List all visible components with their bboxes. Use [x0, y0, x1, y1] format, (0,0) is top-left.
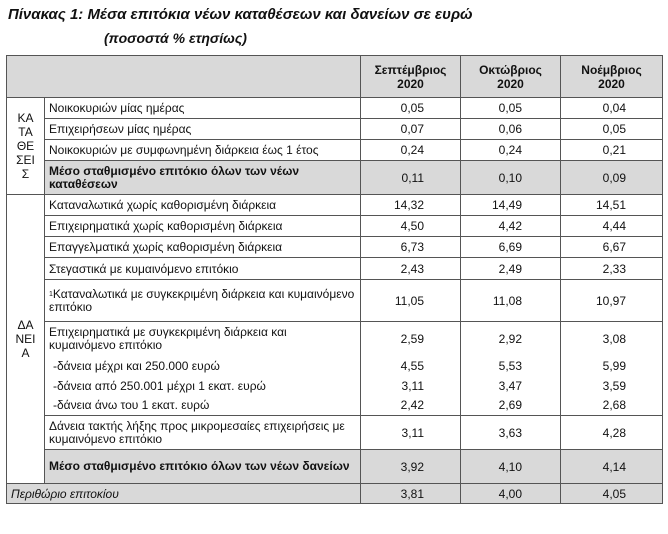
value-cell: 4,14	[561, 450, 663, 484]
loans-group-label: ΔΑ ΝΕΙ Α	[7, 195, 45, 484]
value-cell: 0,10	[461, 161, 561, 195]
value-cell: 4,28	[561, 416, 663, 450]
deposits-group-label: ΚΑ ΤΑ ΘΕ ΣΕΙ Σ	[7, 98, 45, 195]
row-label: Νοικοκυριών με συμφωνημένη διάρκεια έως 1 έτος	[45, 140, 361, 161]
value-cell: 0,11	[361, 161, 461, 195]
value-cell: 4,55	[361, 356, 461, 376]
value-cell: 2,42	[361, 396, 461, 416]
value-cell: 5,99	[561, 356, 663, 376]
value-cell: 2,33	[561, 258, 663, 280]
col-header-september: Σεπτέμβριος 2020	[361, 56, 461, 98]
value-cell: 14,49	[461, 195, 561, 216]
value-cell: 3,81	[361, 484, 461, 504]
value-cell: 6,73	[361, 237, 461, 258]
value-cell: 2,68	[561, 396, 663, 416]
value-cell: 11,08	[461, 280, 561, 322]
row-label-text: Καταναλωτικά με συγκεκριμένη διάρκεια και κυμαινόμενο επιτόκιο	[49, 286, 355, 314]
value-cell: 0,05	[361, 98, 461, 119]
table-row	[7, 280, 663, 322]
value-cell: 5,53	[461, 356, 561, 376]
row-label: Επιχειρήσεων μίας ημέρας	[45, 119, 361, 140]
value-cell: 0,06	[461, 119, 561, 140]
table-title: Πίνακας 1: Μέσα επιτόκια νέων καταθέσεων και δανείων σε ευρώ	[8, 6, 473, 23]
value-cell: 4,44	[561, 216, 663, 237]
value-cell: 3,08	[561, 322, 663, 356]
col-header-november: Νοέμβριος 2020	[561, 56, 663, 98]
row-label: Επιχειρηματικά με συγκεκριμένη διάρκεια και κυμαινόμενο επιτόκιο	[45, 322, 361, 356]
value-cell: 4,00	[461, 484, 561, 504]
row-label: Στεγαστικά με κυμαινόμενο επιτόκιο	[45, 258, 361, 280]
table-row	[7, 237, 663, 258]
value-cell: 0,24	[461, 140, 561, 161]
value-cell: 11,05	[361, 280, 461, 322]
value-cell: 2,92	[461, 322, 561, 356]
table-row	[7, 258, 663, 280]
value-cell: 6,69	[461, 237, 561, 258]
table-row	[7, 140, 663, 161]
table-row	[7, 376, 663, 396]
margin-row	[7, 484, 663, 504]
value-cell: 0,09	[561, 161, 663, 195]
deposits-total-row	[7, 161, 663, 195]
value-cell: 3,11	[361, 376, 461, 396]
value-cell: 4,10	[461, 450, 561, 484]
table-row	[7, 356, 663, 376]
value-cell: 3,11	[361, 416, 461, 450]
loans-total-row	[7, 450, 663, 484]
row-label: Επαγγελματικά χωρίς καθορισμένη διάρκεια	[45, 237, 361, 258]
row-label: -δάνεια μέχρι και 250.000 ευρώ	[45, 356, 361, 376]
value-cell: 0,24	[361, 140, 461, 161]
value-cell: 3,63	[461, 416, 561, 450]
value-cell: 0,04	[561, 98, 663, 119]
table-row	[7, 195, 663, 216]
value-cell: 10,97	[561, 280, 663, 322]
col-header-october: Οκτώβριος 2020	[461, 56, 561, 98]
row-label: Δάνεια τακτής λήξης προς μικρομεσαίες επιχειρήσεις με κυμαινόμενο επιτόκιο	[45, 416, 361, 450]
interest-rates-table	[6, 55, 663, 504]
value-cell: 3,59	[561, 376, 663, 396]
value-cell: 2,69	[461, 396, 561, 416]
value-cell: 14,51	[561, 195, 663, 216]
table-row	[7, 216, 663, 237]
value-cell: 3,47	[461, 376, 561, 396]
table-subtitle: (ποσοστά % ετησίως)	[104, 30, 247, 46]
value-cell: 2,59	[361, 322, 461, 356]
table-row	[7, 396, 663, 416]
value-cell: 6,67	[561, 237, 663, 258]
table-row	[7, 322, 663, 356]
value-cell: 0,05	[561, 119, 663, 140]
value-cell: 2,43	[361, 258, 461, 280]
value-cell: 4,42	[461, 216, 561, 237]
footnote-marker: 1	[49, 290, 53, 298]
row-label: Μέσο σταθμισμένο επιτόκιο όλων των νέων δανείων	[45, 450, 361, 484]
value-cell: 4,50	[361, 216, 461, 237]
value-cell: 3,92	[361, 450, 461, 484]
row-label: -δάνεια από 250.001 μέχρι 1 εκατ. ευρώ	[45, 376, 361, 396]
table-row	[7, 98, 663, 119]
value-cell: 4,05	[561, 484, 663, 504]
value-cell: 0,21	[561, 140, 663, 161]
row-label: Καταναλωτικά χωρίς καθορισμένη διάρκεια	[45, 195, 361, 216]
value-cell: 2,49	[461, 258, 561, 280]
header-blank	[7, 56, 361, 98]
value-cell: 0,07	[361, 119, 461, 140]
value-cell: 14,32	[361, 195, 461, 216]
table-row	[7, 416, 663, 450]
header-row	[7, 56, 663, 98]
value-cell: 0,05	[461, 98, 561, 119]
row-label: Μέσο σταθμισμένο επιτόκιο όλων των νέων καταθέσεων	[45, 161, 361, 195]
table-row	[7, 119, 663, 140]
row-label: Περιθώριο επιτοκίου	[7, 484, 361, 504]
row-label: Επιχειρηματικά χωρίς καθορισμένη διάρκεια	[45, 216, 361, 237]
row-label: Νοικοκυριών μίας ημέρας	[45, 98, 361, 119]
row-label	[45, 280, 361, 322]
row-label: -δάνεια άνω του 1 εκατ. ευρώ	[45, 396, 361, 416]
